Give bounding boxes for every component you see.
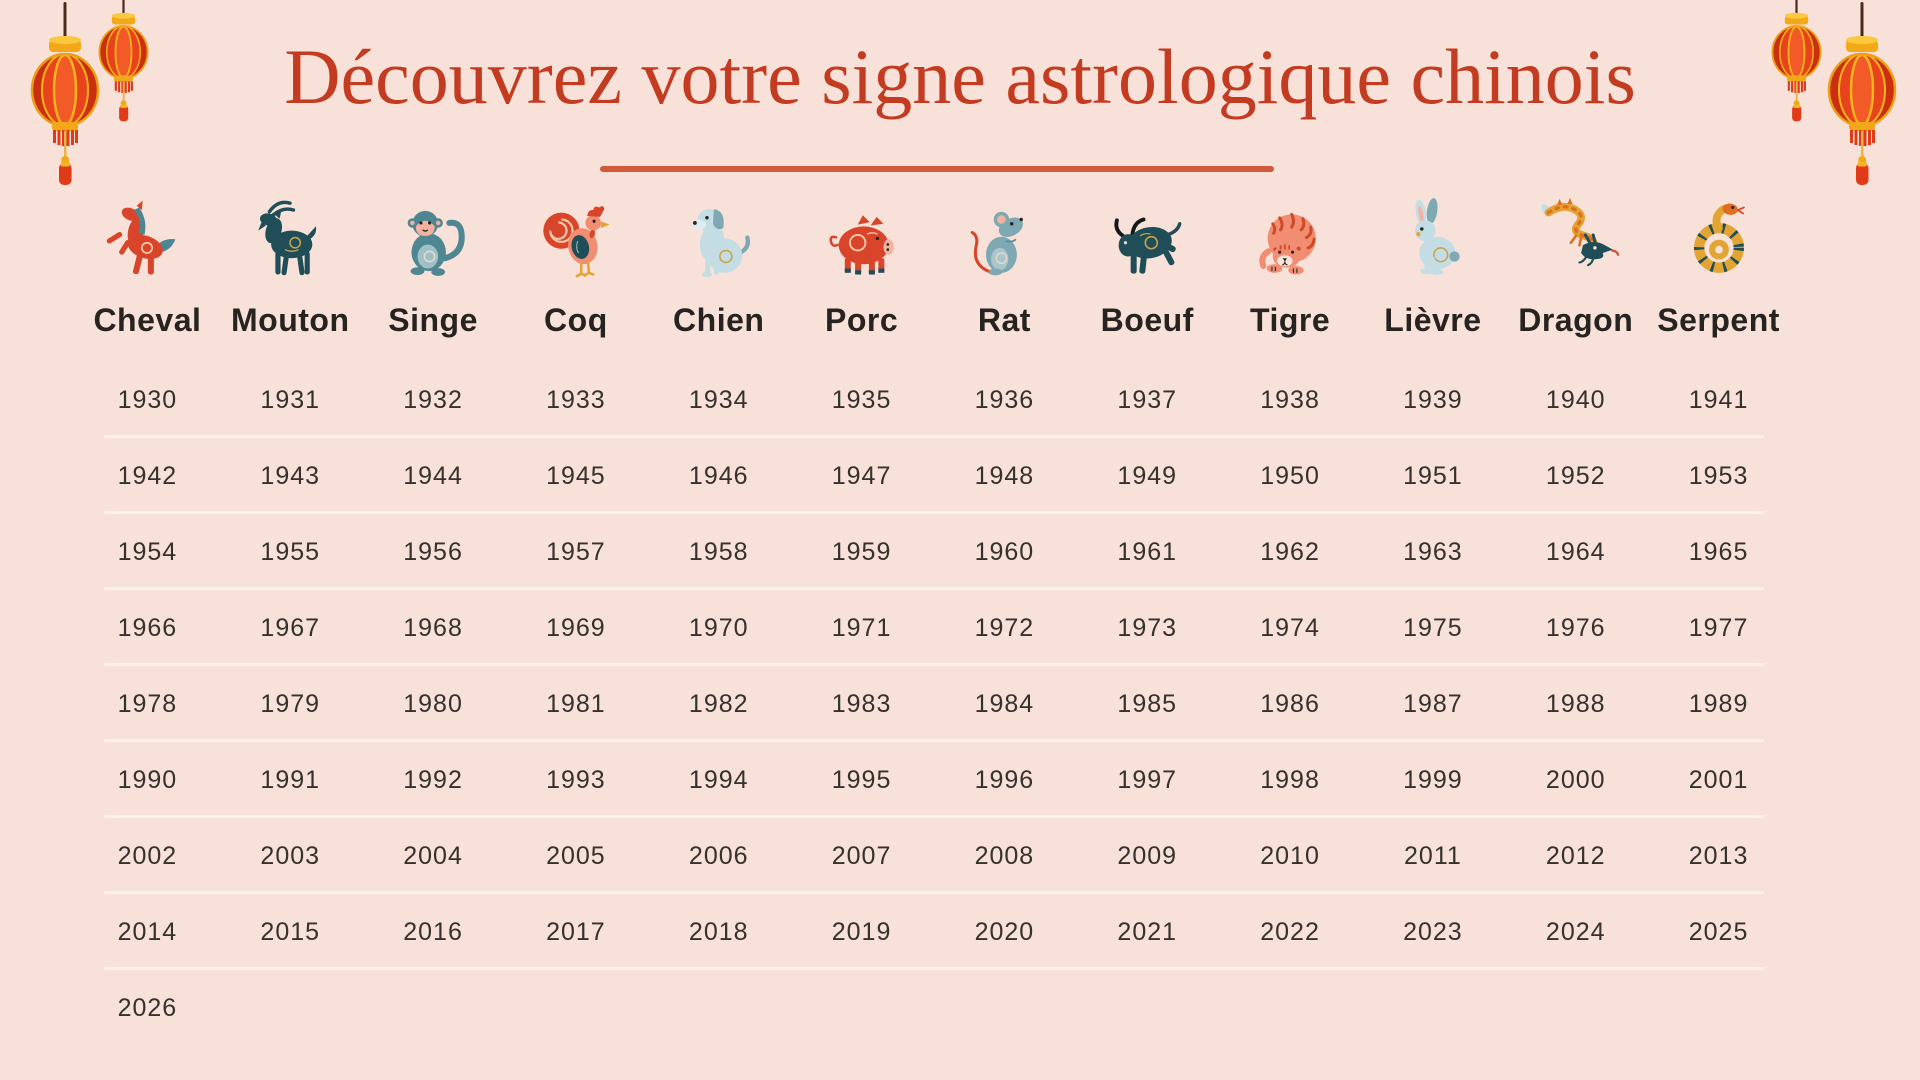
year-cell: 2007 [831,841,892,870]
year-cell: 1987 [1403,689,1463,718]
tiger-icon [1244,198,1336,284]
ox-icon [1101,198,1193,284]
year-cell: 1942 [117,461,178,490]
page-title: Découvrez votre signe astrologique chinois [284,33,1636,120]
year-cell: 2010 [1260,841,1320,870]
year-cell: 1966 [117,613,178,642]
year-cell: 1931 [260,385,321,414]
year-cell: 1968 [403,613,463,642]
year-cell: 1974 [1260,613,1320,642]
year-cell: 1938 [1260,385,1320,414]
year-cell: 1976 [1545,613,1606,642]
year-cell: 1964 [1545,537,1606,566]
year-cell: 2023 [1403,917,1463,946]
year-cell: 2003 [260,841,321,870]
dog-icon [673,198,765,284]
year-cell: 1955 [260,537,321,566]
year-cell: 2013 [1688,841,1749,870]
year-cell: 1930 [117,385,178,414]
year-cell: 1954 [117,537,178,566]
year-cell: 2021 [1117,917,1178,946]
monkey-icon [387,198,479,284]
year-cell: 2014 [117,917,178,946]
year-cell: 2002 [117,841,178,870]
zodiac-column-chien [647,198,790,339]
year-cell: 1944 [403,461,463,490]
year-cell: 1980 [403,689,463,718]
year-cell: 1975 [1403,613,1463,642]
year-cell: 2015 [260,917,321,946]
zodiac-column-lievre [1361,198,1504,339]
year-cell: 1939 [1403,385,1463,414]
year-cell: 1994 [688,765,749,794]
year-cell: 1949 [1117,461,1178,490]
year-cell: 2001 [1688,765,1749,794]
zodiac-header-row [76,198,1790,339]
year-cell: 1981 [546,689,606,718]
year-cell: 2025 [1688,917,1749,946]
year-cell: 1943 [260,461,321,490]
year-cell: 1978 [117,689,178,718]
year-cell: 1950 [1260,461,1320,490]
horse-icon [101,198,193,284]
zodiac-column-tigre [1219,198,1362,339]
year-cell: 1992 [403,765,463,794]
year-cell: 1985 [1117,689,1178,718]
year-cell: 2020 [974,917,1035,946]
year-cell: 1934 [688,385,749,414]
year-cell: 1991 [260,765,321,794]
year-cell: 2018 [688,917,749,946]
year-cell: 2008 [974,841,1035,870]
year-cell: 1948 [974,461,1035,490]
year-cell: 2006 [688,841,749,870]
year-cell: 1988 [1545,689,1606,718]
year-cell: 2024 [1545,917,1606,946]
zodiac-label: Chien [673,302,765,338]
year-cell: 2026 [117,993,178,1022]
year-cell: 2017 [546,917,606,946]
zodiac-label: Tigre [1249,302,1331,338]
year-cell: 1933 [546,385,606,414]
rooster-icon [530,198,622,284]
goat-icon [244,198,336,284]
year-cell: 1959 [831,537,892,566]
year-cell: 2022 [1260,917,1320,946]
year-cell: 1932 [403,385,463,414]
year-cell: 1946 [688,461,749,490]
year-cell: 1967 [260,613,321,642]
year-cell: 1970 [688,613,749,642]
zodiac-label: Serpent [1657,302,1780,338]
year-cell: 1957 [546,537,606,566]
year-cell: 2009 [1117,841,1178,870]
zodiac-column-coq [504,198,647,339]
zodiac-column-mouton [219,198,362,339]
year-cell: 1969 [546,613,606,642]
zodiac-label: Rat [977,302,1031,338]
year-cell: 1983 [831,689,892,718]
year-cell: 1941 [1688,385,1749,414]
year-cell: 1947 [831,461,892,490]
zodiac-label: Singe [388,302,478,338]
year-cell: 1995 [831,765,892,794]
year-cell: 1997 [1117,765,1178,794]
zodiac-column-serpent [1647,198,1790,339]
pig-icon [816,198,908,284]
year-cell: 1965 [1688,537,1749,566]
zodiac-column-cheval [76,198,219,339]
year-cell: 1952 [1545,461,1606,490]
year-cell: 1951 [1403,461,1463,490]
year-cell: 1986 [1260,689,1320,718]
year-cell: 1998 [1260,765,1320,794]
year-cell: 1945 [546,461,606,490]
zodiac-label: Cheval [93,302,202,338]
zodiac-column-dragon [1504,198,1647,339]
rat-icon [958,198,1050,284]
year-cell: 2011 [1404,841,1462,870]
year-cell: 1937 [1117,385,1178,414]
year-cell: 2019 [831,917,892,946]
year-cell: 2000 [1545,765,1606,794]
years-grid [76,362,1790,1046]
year-cell: 1972 [974,613,1035,642]
title-underline [600,166,1274,172]
year-cell: 1936 [974,385,1035,414]
rabbit-icon [1387,198,1479,284]
year-cell: 1956 [403,537,463,566]
year-cell: 1935 [831,385,892,414]
year-cell: 1993 [546,765,606,794]
year-cell: 1953 [1688,461,1749,490]
zodiac-label: Porc [825,302,899,338]
zodiac-column-porc [790,198,933,339]
year-cell: 2016 [403,917,463,946]
zodiac-label: Mouton [230,302,350,338]
year-cell: 1962 [1260,537,1320,566]
year-cell: 1996 [974,765,1035,794]
year-cell: 1963 [1403,537,1463,566]
zodiac-column-boeuf [1076,198,1219,339]
zodiac-label: Boeuf [1100,302,1194,338]
snake-icon [1673,198,1765,284]
year-cell: 1989 [1688,689,1749,718]
zodiac-label: Coq [544,302,608,338]
zodiac-column-singe [362,198,505,339]
zodiac-label: Lièvre [1384,302,1482,338]
year-cell: 2005 [546,841,606,870]
zodiac-label: Dragon [1518,302,1634,338]
year-cell: 1958 [688,537,749,566]
year-cell: 1999 [1403,765,1463,794]
year-cell: 1977 [1688,613,1749,642]
year-cell: 1973 [1117,613,1178,642]
year-cell: 1940 [1545,385,1606,414]
year-cell: 2004 [403,841,463,870]
year-cell: 1971 [831,613,892,642]
dragon-icon [1530,198,1622,284]
year-cell: 1960 [974,537,1035,566]
year-cell: 1961 [1117,537,1178,566]
year-cell: 2012 [1545,841,1606,870]
year-cell: 1984 [974,689,1035,718]
zodiac-column-rat [933,198,1076,339]
year-cell: 1990 [117,765,178,794]
year-cell: 1979 [260,689,321,718]
year-cell: 1982 [688,689,749,718]
